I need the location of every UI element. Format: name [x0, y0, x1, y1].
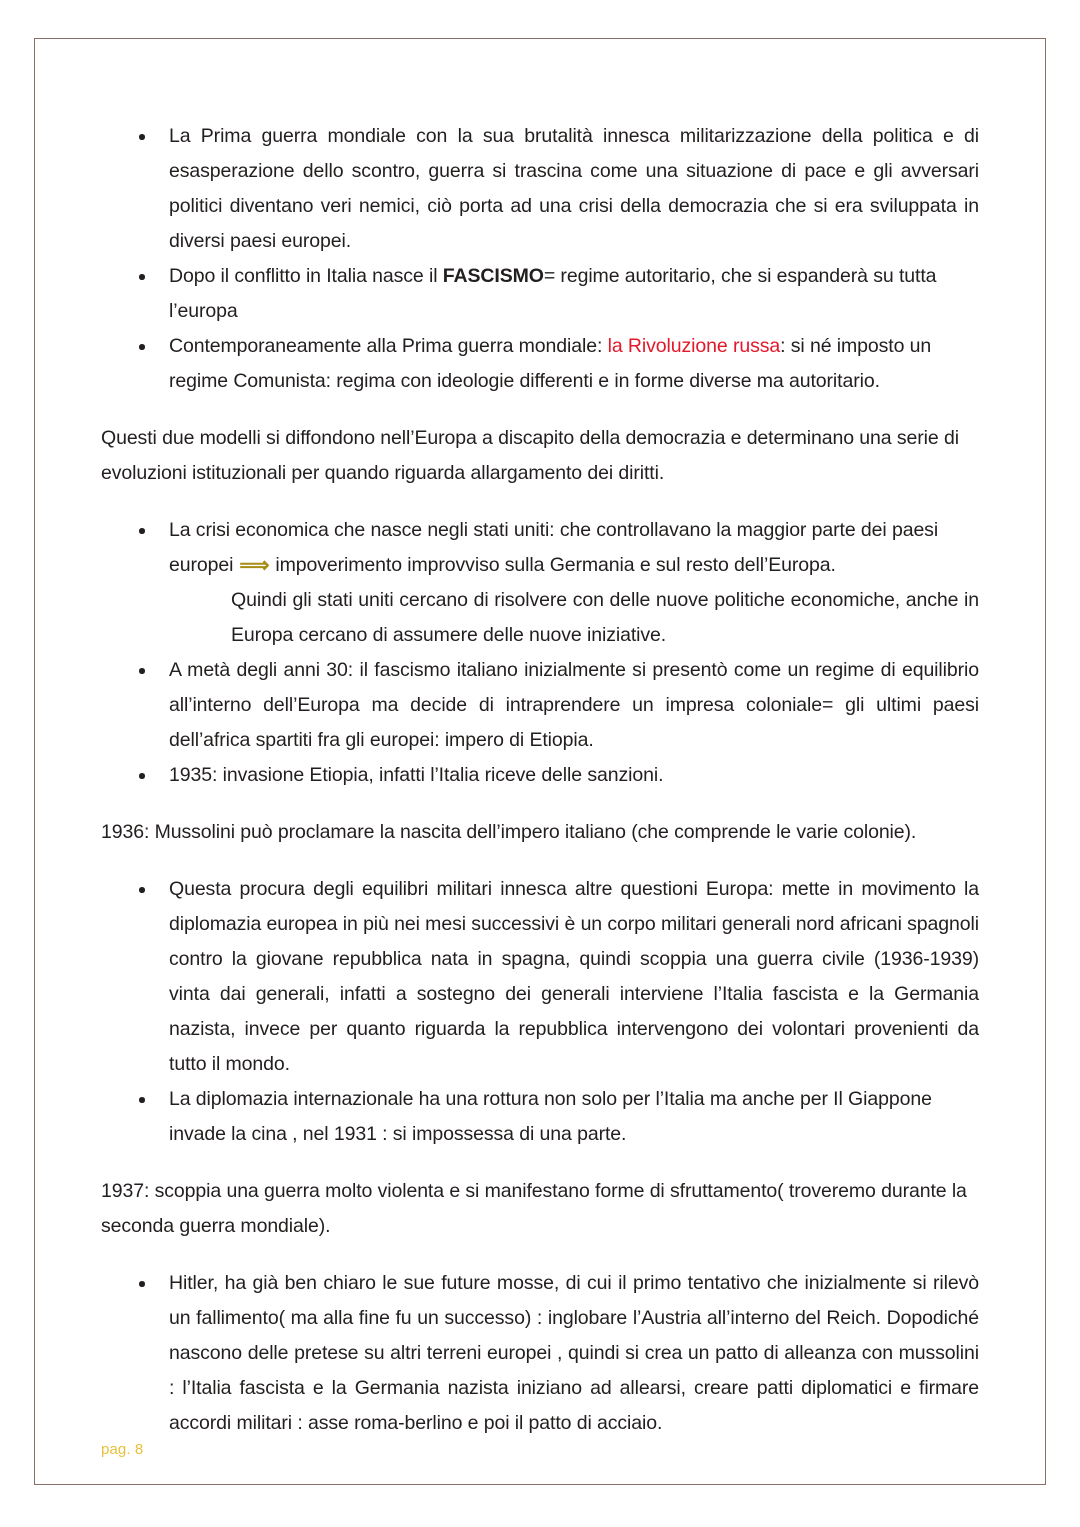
bullet-text: A metà degli anni 30: il fascismo italiano inizialmente si presentò come un regime di equilibrio all’interno dell’Europa ma decide di intraprendere un impresa coloniale= gli ultimi paesi dell’africa spartiti fra gli europei: impero di Etiopia.: [169, 659, 979, 751]
list-item: [101, 259, 979, 329]
spacer: [101, 1152, 979, 1174]
bullet-list-hitler: [101, 1266, 979, 1441]
bullet-list-intro: [101, 119, 979, 399]
sub-paragraph-quindi: Quindi gli stati uniti cercano di risolvere con delle nuove politiche economiche, anche in Europa cercano di assumere delle nuove iniziative.: [231, 589, 979, 646]
paragraph-questi-due-modelli: Questi due modelli si diffondono nell’Europa a discapito della democrazia e determinano una serie di evoluzioni istituzionali per quando riguarda allargamento dei diritti.: [101, 427, 959, 484]
list-item: [101, 119, 979, 259]
bullet-text: La diplomazia internazionale ha una rottura non solo per l’Italia ma anche per Il Giappone invade la cina , nel 1931 : si impossessa di una parte.: [169, 1088, 932, 1145]
spacer: [101, 1244, 979, 1266]
bullet-text-lead: Contemporaneamente alla Prima guerra mondiale:: [169, 335, 608, 357]
highlight-rivoluzione-russa: la Rivoluzione russa: [607, 335, 781, 357]
emphasis-fascismo: FASCISMO: [442, 265, 544, 287]
spacer: [101, 793, 979, 815]
list-item: [101, 1082, 979, 1152]
list-item: [101, 513, 979, 653]
spacer: [101, 850, 979, 872]
double-arrow-icon: ⟹: [239, 554, 270, 577]
paragraph-1937-guerra: 1937: scoppia una guerra molto violenta e si manifestano forme di sfruttamento( troveremo durante la seconda guerra mondiale).: [101, 1180, 967, 1237]
list-item: [101, 872, 979, 1082]
document-page: [34, 38, 1046, 1485]
list-item: [101, 758, 979, 793]
bullet-text: Hitler, ha già ben chiaro le sue future mosse, di cui il primo tentativo che inizialmente si rilevò un fallimento( ma alla fine fu un successo) : inglobare l’Austria all’interno del Reich. Dopodiché nascono delle pretese su altri terreni europei , quindi si crea un patto di alleanza con mussolini : l’Italia fascista e la Germania nazista iniziano ad allearsi, creare patti diplomatici e firmare accordi militari : asse roma-berlino e poi il patto di acciaio.: [169, 1272, 979, 1434]
bullet-text: 1935: invasione Etiopia, infatti l’Italia riceve delle sanzioni.: [169, 764, 664, 786]
bullet-text-lead: Dopo il conflitto in Italia nasce il: [169, 265, 443, 287]
spacer: [101, 491, 979, 513]
bullet-text: La Prima guerra mondiale con la sua brutalità innesca militarizzazione della politica e di esasperazione dello scontro, guerra si trascina come una situazione di pace e gli avversari politici diventano veri nemici, ciò porta ad una crisi della democrazia che si era sviluppata in diversi paesi europei.: [169, 125, 979, 252]
bullet-text-tail: impoverimento improvviso sulla Germania e sul resto dell’Europa.: [275, 554, 836, 576]
bullet-text-lead: La crisi economica che nasce negli stati uniti: che controllavano la maggior parte dei paesi europei: [169, 519, 939, 576]
list-item: [101, 329, 979, 399]
bullet-text: Questa procura degli equilibri militari innesca altre questioni Europa: mette in movimento la diplomazia europea in più nei mesi successivi è un corpo militari generali nord africani spagnoli contro la giovane repubblica nata in spagna, quindi scoppia una guerra civile (1936-1939) vinta dai generali, infatti a sostegno dei generali interviene l’Italia fascista e la Germania nazista, invece per quanto riguarda la repubblica intervengono dei volontari provenienti da tutto il mondo.: [169, 878, 979, 1075]
page-number-footer: pag. 8: [101, 1441, 144, 1458]
bullet-text-tail: : si né imposto un regime Comunista: regima con ideologie differenti e in forme diverse ma autoritario.: [169, 335, 932, 392]
document-content: [101, 119, 979, 1441]
bullet-list-equilibri: [101, 872, 979, 1152]
list-item: [101, 1266, 979, 1441]
spacer: [101, 399, 979, 421]
bullet-list-crisi: [101, 513, 979, 793]
bullet-text-tail: = regime autoritario, che si espanderà su tutta l’europa: [169, 265, 937, 322]
list-item: [101, 653, 979, 758]
paragraph-1936-mussolini: 1936: Mussolini può proclamare la nascita dell’impero italiano (che comprende le varie colonie).: [101, 821, 917, 843]
